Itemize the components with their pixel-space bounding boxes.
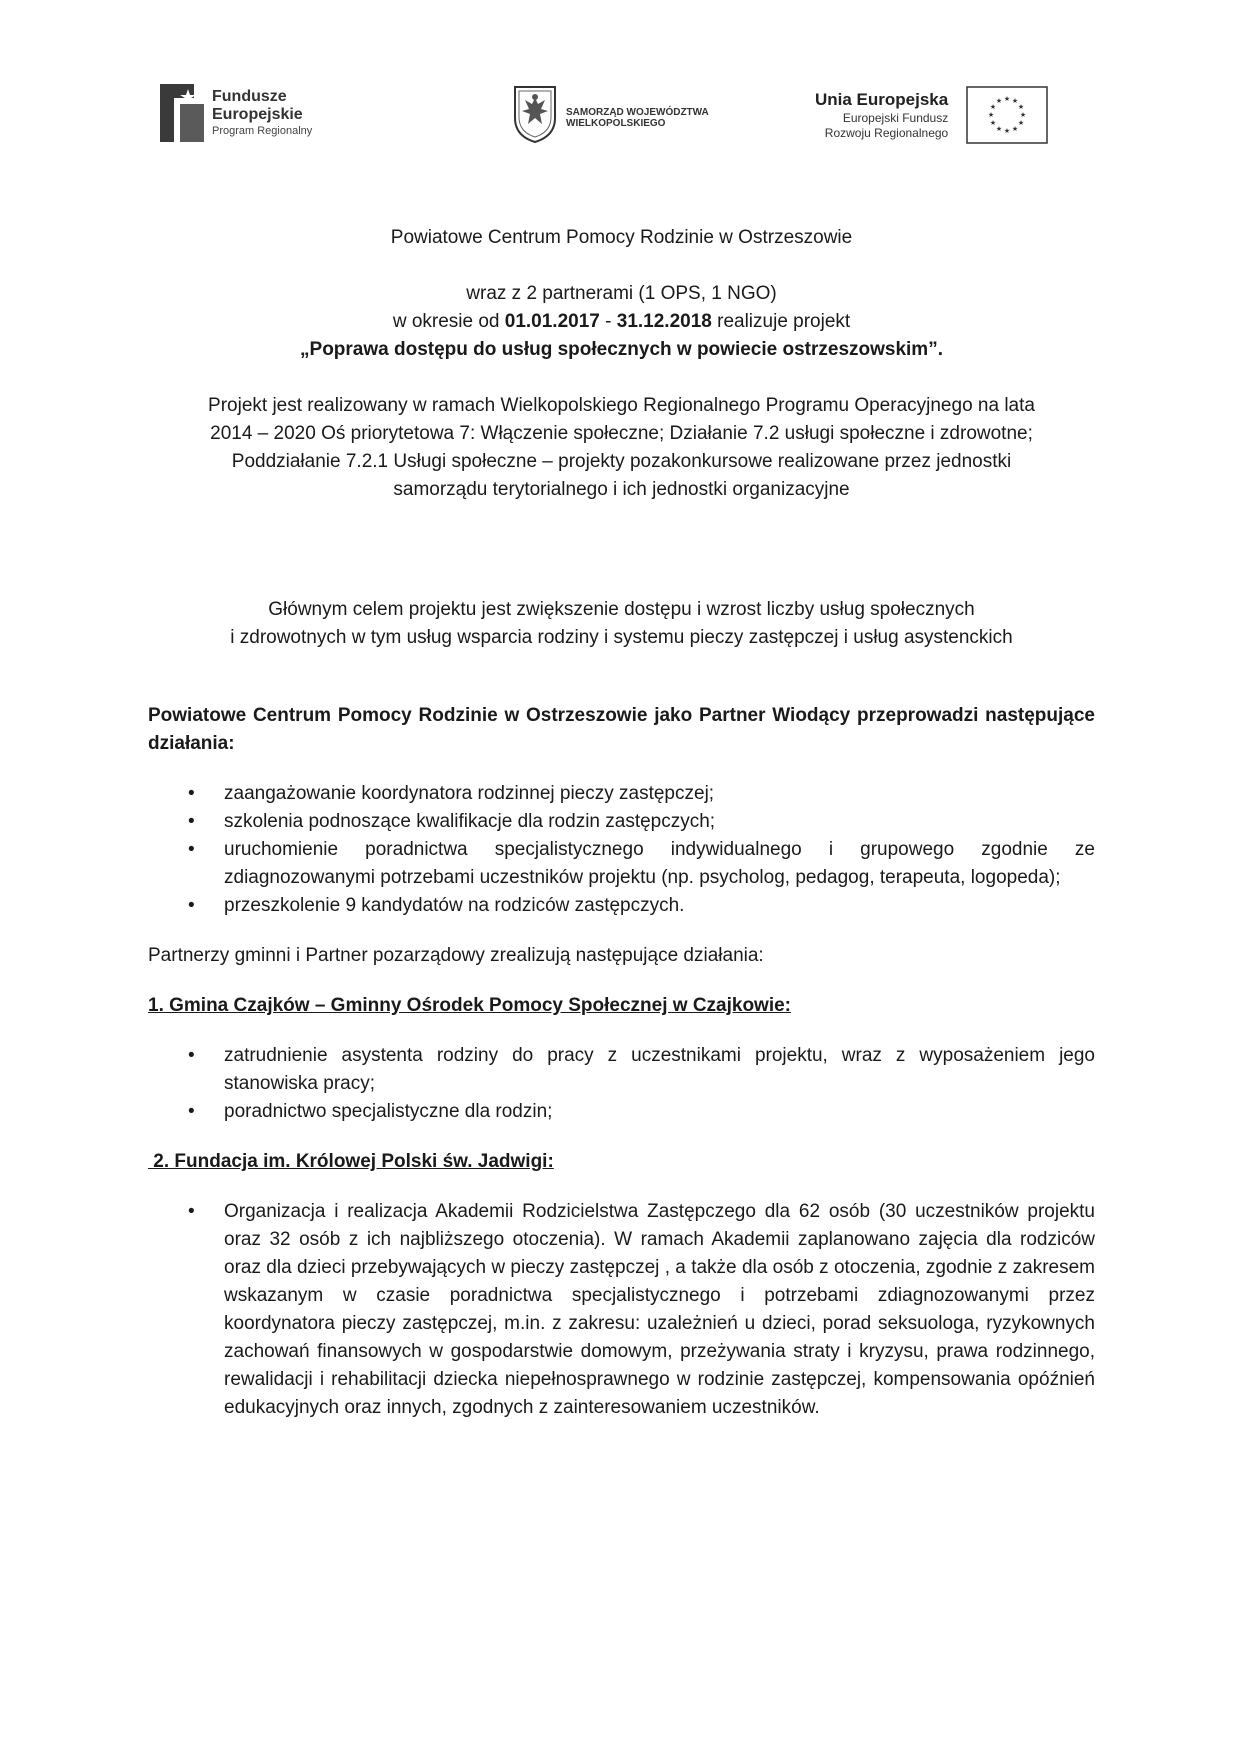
fe-logo-line2: Europejskie: [212, 106, 303, 123]
lead-partner-heading: Powiatowe Centrum Pomocy Rodzinie w Ostrzeszowie jako Partner Wiodący przeprowadzi następujące działania:: [148, 705, 1095, 754]
program-line: 2014 – 2020 Oś priorytetowa 7: Włączenie społeczne; Działanie 7.2 usługi społeczne i zdrowotne;: [210, 423, 1033, 444]
eagle-crest-icon: [512, 84, 558, 144]
svg-text:★: ★: [1012, 125, 1019, 133]
program-line: samorządu terytorialnego i ich jednostki organizacyjne: [393, 479, 850, 500]
list-item: • zatrudnienie asystenta rodziny do pracy z uczestnikami projektu, wraz z wyposażeniem jego stanowiska pracy;: [148, 1042, 1095, 1098]
period-prefix: w okresie od: [392, 311, 505, 332]
svg-text:★: ★: [1012, 97, 1019, 105]
date-end: 31.12.2018: [616, 311, 712, 332]
fe-logo-line3: Program Regionalny: [212, 125, 313, 137]
sw-logo-line2: WIELKOPOLSKIEGO: [566, 118, 666, 129]
document-body: [148, 224, 1095, 1422]
goal-line: i zdrowotnych w tym usług wsparcia rodziny i systemu pieczy zastępczej i usług asystenckich: [230, 627, 1013, 648]
logo-bar: [0, 78, 1240, 158]
svg-text:★: ★: [996, 125, 1003, 133]
ue-logo-sub1: Europejski Fundusz: [842, 111, 949, 125]
svg-text:★: ★: [988, 111, 995, 119]
period-suffix: realizuje projekt: [711, 311, 851, 332]
list-item: • przeszkolenie 9 kandydatów na rodziców zastępczych.: [148, 892, 1095, 920]
list-item: • Organizacja i realizacja Akademii Rodzicielstwa Zastępczego dla 62 osób (30 uczestników projektu oraz 32 osób z ich najbliższego otoczenia). W ramach Akademii zaplanowano zajęcia dla rodziców oraz dla dzieci przebywających w pieczy zastępczej , a także dla osób z otoczenia, zgodnie z zakresem wskazanym w czasie poradnictwa specjalistycznego i potrzebami zdiagnozowanymi przez koordynatora pieczy zastępczej, m.in. z zakresu: uzależnień u dzieci, porad seksuologa, ryzykownych zachowań finansowych w gospodarstwie domowym, przeżywania straty i kryzysu, prawa rodzinnego, rewalidacji i rehabilitacji dziecka niepełnosprawnego w rodzinie zastępczej, kompensowania opóźnień edukacyjnych oraz innych, zgodnych z zainteresowaniem uczestników.: [148, 1198, 1095, 1422]
partner1-actions: [148, 1042, 1095, 1126]
svg-text:★: ★: [1018, 119, 1025, 127]
svg-text:★: ★: [1018, 103, 1025, 111]
svg-text:★: ★: [990, 103, 997, 111]
lead-partner-actions: [148, 780, 1095, 920]
eu-flag-icon: [966, 86, 1048, 144]
partner2-heading: 2. Fundacja im. Królowej Polski św. Jadwigi:: [148, 1151, 554, 1172]
program-line: Poddziałanie 7.2.1 Usługi społeczne – projekty pozakonkursowe realizowane przez jednostki: [231, 451, 1012, 472]
organization-name: Powiatowe Centrum Pomocy Rodzinie w Ostrzeszowie: [390, 227, 853, 248]
ue-logo-sub2: Rozwoju Regionalnego: [824, 126, 949, 140]
svg-text:★: ★: [1004, 127, 1011, 135]
samorzad-wojewodztwa-logo: [512, 84, 709, 144]
unia-europejska-logo: [815, 86, 1048, 144]
date-separator: -: [599, 311, 617, 332]
partner2-actions: [148, 1198, 1095, 1422]
list-item: • zaangażowanie koordynatora rodzinnej pieczy zastępczej;: [148, 780, 1095, 808]
list-item: • uruchomienie poradnictwa specjalistycznego indywidualnego i grupowego zgodnie ze zdiagnozowanymi potrzebami uczestników projektu (np. psycholog, pedagog, terapeuta, logopeda);: [148, 836, 1095, 892]
project-period: [148, 308, 1095, 336]
date-start: 01.01.2017: [504, 311, 600, 332]
ue-logo-title: Unia Europejska: [815, 90, 949, 109]
svg-text:★: ★: [1004, 95, 1011, 103]
program-paragraph: [148, 392, 1095, 504]
sw-logo-line1: SAMORZĄD WOJEWÓDZTWA: [566, 107, 709, 118]
partner1-heading: 1. Gmina Czajków – Gminny Ośrodek Pomocy Społecznej w Czajkowie:: [148, 995, 792, 1016]
svg-text:★: ★: [996, 97, 1003, 105]
fundusze-europejskie-icon: [160, 84, 204, 142]
goal-line: Głównym celem projektu jest zwiększenie dostępu i wzrost liczby usług społecznych: [268, 599, 975, 620]
partners-line: wraz z 2 partnerami (1 OPS, 1 NGO): [466, 283, 777, 304]
partners-intro: Partnerzy gminni i Partner pozarządowy zrealizują następujące działania:: [148, 945, 764, 966]
svg-text:★: ★: [1020, 111, 1027, 119]
project-title: „Poprawa dostępu do usług społecznych w powiecie ostrzeszowskim”.: [300, 339, 943, 360]
fe-logo-line1: Fundusze: [212, 88, 287, 105]
program-line: Projekt jest realizowany w ramach Wielkopolskiego Regionalnego Programu Operacyjnego na lata: [208, 395, 1035, 416]
list-item: • szkolenia podnoszące kwalifikacje dla rodzin zastępczych;: [148, 808, 1095, 836]
goal-paragraph: [148, 596, 1095, 652]
svg-text:★: ★: [990, 119, 997, 127]
fundusze-europejskie-logo: [160, 84, 312, 142]
list-item: • poradnictwo specjalistyczne dla rodzin;: [148, 1098, 1095, 1126]
